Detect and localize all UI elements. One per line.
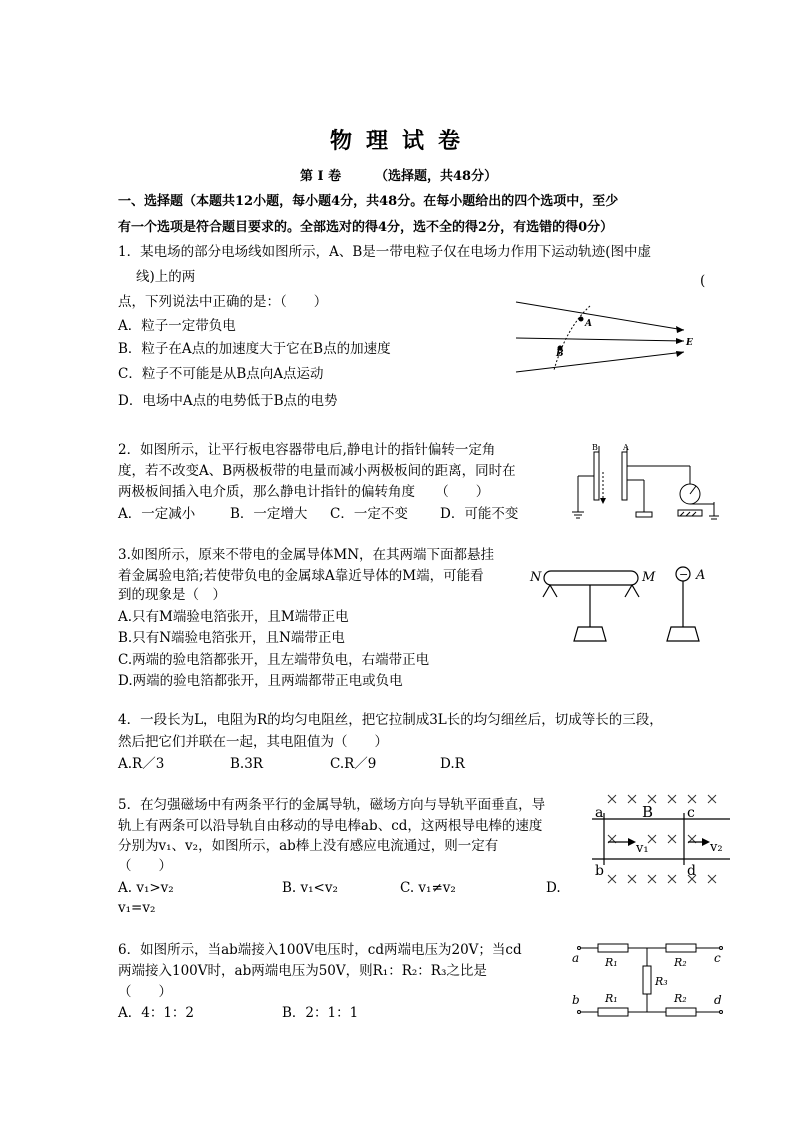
field-cross-mark bbox=[708, 795, 716, 803]
question-stem-line: 两端接入100V时，ab两端电压为50V，则R₁：R₂：R₃之比是 bbox=[118, 963, 487, 979]
rod-end-d-label: d bbox=[687, 863, 696, 879]
field-cross-mark bbox=[648, 875, 656, 883]
conductor-electroscope-figure bbox=[526, 563, 722, 647]
question-stem-line: 两极板间插入电介质，那么静电计指针的偏转角度 （ ） bbox=[118, 484, 490, 500]
question-stem-line: 分别为v₁、v₂，如图所示，ab棒上没有感应电流通过，则一定有 bbox=[118, 838, 499, 854]
end-m-label: M bbox=[642, 570, 656, 585]
field-cross-mark bbox=[668, 835, 676, 843]
plate-a-label: A bbox=[623, 443, 629, 452]
question-stem-line: 4．一段长为L，电阻为R的均匀电阻丝，把它拉制成3L长的均匀细丝后，切成等长的三段， bbox=[118, 712, 663, 728]
question-stem-line: 点，下列说法中正确的是：（ ） bbox=[118, 294, 328, 310]
instructions-line-1: 一、选择题（本题共12小题，每小题4分，共48分。在每小题给出的四个选项中，至少 bbox=[118, 194, 619, 209]
rod-end-a-label: a bbox=[595, 805, 604, 821]
plate-b-label: B bbox=[592, 443, 598, 452]
velocity-v2-label: v₂ bbox=[710, 840, 723, 855]
option-b: B．2：1：1 bbox=[282, 1005, 359, 1021]
option-c: C．一定不变 bbox=[330, 506, 408, 522]
field-cross-mark bbox=[648, 835, 656, 843]
velocity-v1-label: v₁ bbox=[636, 841, 649, 856]
option-d: D．电场中A点的电势低于B点的电势 bbox=[118, 393, 338, 409]
question-stem-line: 3.如图所示，原来不带电的金属导体MN，在其两端下面都悬挂 bbox=[118, 547, 495, 563]
option-b: B．粒子在A点的加速度大于它在B点的加速度 bbox=[118, 341, 391, 357]
magnetic-rails-figure bbox=[592, 793, 732, 887]
point-b-label: B bbox=[556, 349, 564, 359]
resistor-network-figure bbox=[570, 940, 730, 1020]
option-a: A. v₁>v₂ bbox=[118, 880, 174, 896]
question-stem-line: 线)上的两 bbox=[136, 269, 196, 285]
field-cross-mark bbox=[708, 875, 716, 883]
rod-end-c-label: c bbox=[687, 805, 695, 821]
option-d: D.两端的验电箔都张开，且两端都带正电或负电 bbox=[118, 673, 403, 689]
terminal-c-label: c bbox=[714, 951, 721, 965]
option-d: D.R bbox=[440, 756, 465, 772]
option-d: D. bbox=[546, 880, 561, 896]
question-stem-line: 5．在匀强磁场中有两条平行的金属导轨，磁场方向与导轨平面垂直，导 bbox=[118, 797, 546, 813]
option-a: A.R／3 bbox=[118, 756, 165, 772]
field-cross-mark bbox=[628, 795, 636, 803]
page-title: 物理试卷 bbox=[330, 128, 475, 154]
option-d-value: v₁=v₂ bbox=[118, 900, 156, 916]
rod-end-b-label: b bbox=[595, 863, 604, 879]
resistor-r2-top-label: R₂ bbox=[674, 956, 687, 969]
field-cross-mark bbox=[628, 875, 636, 883]
option-a: A.只有M端验电箔张开，且M端带正电 bbox=[118, 609, 349, 625]
question-stem-line: （ ） bbox=[118, 984, 172, 1000]
question-stem-line: 6．如图所示，当ab端接入100V电压时，cd两端电压为20V；当cd bbox=[118, 942, 522, 958]
option-c: C．粒子不可能是从B点向A点运动 bbox=[118, 366, 324, 382]
field-e-label: E bbox=[686, 338, 693, 348]
capacitor-electroscope-figure bbox=[566, 442, 730, 522]
question-stem-line: 2．如图所示，让平行板电容器带电后,静电计的指针偏转一定角 bbox=[118, 442, 496, 458]
option-a: A．粒子一定带负电 bbox=[118, 318, 236, 334]
field-cross-mark bbox=[668, 875, 676, 883]
question-stem-line: 到的现象是（ ） bbox=[118, 587, 226, 603]
terminal-a-label: a bbox=[572, 951, 580, 965]
point-a-label: A bbox=[585, 319, 592, 329]
terminal-b-label: b bbox=[572, 993, 580, 1007]
electric-field-figure bbox=[514, 298, 694, 378]
question-stem-line: （ ） bbox=[118, 858, 172, 874]
question-stem-line: 度，若不改变A、B两极板带的电量而减小两极板间的距离，同时在 bbox=[118, 463, 516, 479]
question-stem-line: 然后把它们并联在一起，其电阻值为（ ） bbox=[118, 734, 388, 750]
field-cross-mark bbox=[668, 795, 676, 803]
option-b: B．一定增大 bbox=[230, 506, 308, 522]
option-b: B.3R bbox=[230, 756, 263, 772]
field-cross-mark bbox=[648, 795, 656, 803]
terminal-d-label: d bbox=[714, 993, 722, 1007]
field-cross-mark bbox=[608, 875, 616, 883]
option-b: B. v₁<v₂ bbox=[282, 880, 338, 896]
stray-mark: ( bbox=[700, 273, 706, 289]
option-d: D．可能不变 bbox=[440, 506, 519, 522]
instructions-line-2: 有一个选项是符合题目要求的。全部选对的得4分，选不全的得2分，有选错的得0分） bbox=[118, 220, 614, 235]
option-a: A．一定减小 bbox=[118, 506, 196, 522]
option-c: C. v₁≠v₂ bbox=[400, 880, 456, 896]
resistor-r3-label: R₃ bbox=[655, 975, 668, 988]
option-c: C.两端的验电箔都张开，且左端带负电，右端带正电 bbox=[118, 652, 430, 668]
question-stem-line: 轨上有两条可以沿导轨自由移动的导电棒ab、cd，这两根导电棒的速度 bbox=[118, 818, 543, 834]
option-c: C.R／9 bbox=[330, 756, 377, 772]
option-a: A．4：1：2 bbox=[118, 1005, 195, 1021]
resistor-r1-bottom-label: R₁ bbox=[605, 992, 618, 1005]
resistor-r1-top-label: R₁ bbox=[605, 956, 618, 969]
question-stem-line: 着金属验电箔;若使带负电的金属球A靠近导体的M端，可能看 bbox=[118, 568, 484, 584]
section-note: （选择题，共48分） bbox=[375, 169, 498, 184]
negative-sign: − bbox=[679, 568, 689, 581]
end-n-label: N bbox=[530, 570, 542, 585]
resistor-r2-bottom-label: R₂ bbox=[674, 992, 687, 1005]
ball-a-label: A bbox=[696, 568, 706, 583]
field-cross-mark bbox=[688, 795, 696, 803]
option-b: B.只有N端验电箔张开，且N端带正电 bbox=[118, 630, 345, 646]
field-cross-mark bbox=[608, 795, 616, 803]
question-stem-line: 1．某电场的部分电场线如图所示，A、B是一带电粒子仅在电场力作用下运动轨迹(图中虚 bbox=[118, 244, 652, 260]
field-b-label: B bbox=[642, 803, 654, 821]
section-label: 第 I 卷 bbox=[300, 169, 342, 184]
